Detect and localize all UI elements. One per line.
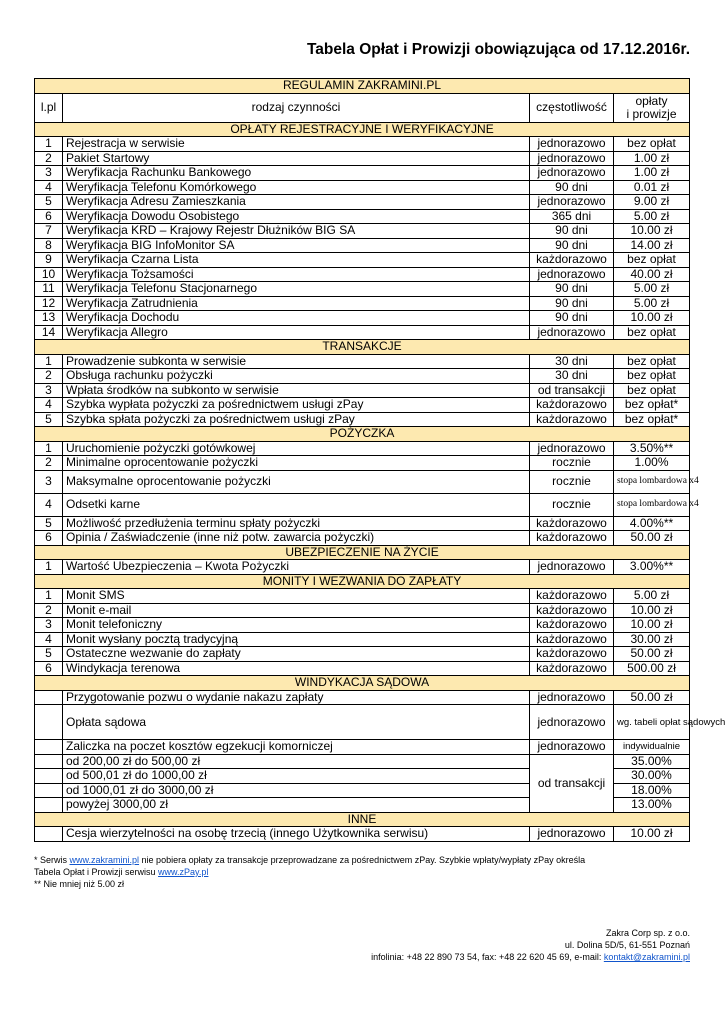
row-activity: Weryfikacja BIG InfoMonitor SA <box>63 238 530 253</box>
row-activity: Weryfikacja Adresu Zamieszkania <box>63 195 530 210</box>
row-fee: bez opłat* <box>614 412 690 427</box>
row-number <box>35 705 63 740</box>
row-activity: Wpłata środków na subkonto w serwisie <box>63 383 530 398</box>
row-fee: 30.00% <box>614 769 690 784</box>
row-fee: 10.00 zł <box>614 224 690 239</box>
footnote-2: ** Nie mniej niż 5.00 zł <box>34 879 125 889</box>
row-frequency: każdorazowo <box>530 398 614 413</box>
row-activity: Monit SMS <box>63 589 530 604</box>
row-number: 2 <box>35 369 63 384</box>
row-fee: 30.00 zł <box>614 632 690 647</box>
row-number: 4 <box>35 180 63 195</box>
row-number: 5 <box>35 647 63 662</box>
table-row <box>35 180 690 195</box>
row-frequency: jednorazowo <box>530 137 614 152</box>
row-frequency: jednorazowo <box>530 441 614 456</box>
row-activity: Weryfikacja Dowodu Osobistego <box>63 209 530 224</box>
company-name: Zakra Corp sp. z o.o. <box>605 928 690 938</box>
table-row <box>35 166 690 181</box>
row-frequency: jednorazowo <box>530 267 614 282</box>
row-activity: od 500,01 zł do 1000,00 zł <box>63 769 530 784</box>
row-fee: 10.00 zł <box>614 618 690 633</box>
table-row <box>35 398 690 413</box>
row-number <box>35 740 63 755</box>
row-frequency: 90 dni <box>530 282 614 297</box>
row-activity: Odsetki karne <box>63 493 530 516</box>
row-number: 13 <box>35 311 63 326</box>
row-activity: Uruchomienie pożyczki gotówkowej <box>63 441 530 456</box>
section-title-reminders: MONITY I WEZWANIA DO ZAPŁATY <box>35 574 690 589</box>
row-fee: bez opłat <box>614 137 690 152</box>
table-row <box>35 238 690 253</box>
row-frequency: rocznie <box>530 456 614 471</box>
row-activity: Cesja wierzytelności na osobę trzecią (innego Użytkownika serwisu) <box>63 827 530 842</box>
row-activity: Minimalne oprocentowanie pożyczki <box>63 456 530 471</box>
table-row <box>35 209 690 224</box>
row-number: 3 <box>35 166 63 181</box>
row-activity: Weryfikacja Dochodu <box>63 311 530 326</box>
table-row <box>35 754 690 769</box>
column-header-fees-line2: i prowizje <box>626 106 677 121</box>
row-activity: Obsługa rachunku pożyczki <box>63 369 530 384</box>
table-row <box>35 456 690 471</box>
row-frequency: jednorazowo <box>530 151 614 166</box>
row-fee: bez opłat <box>614 369 690 384</box>
row-frequency: 30 dni <box>530 369 614 384</box>
row-number: 4 <box>35 398 63 413</box>
row-activity: Weryfikacja Zatrudnienia <box>63 296 530 311</box>
row-fee: stopa lombardowa x4 <box>614 493 690 516</box>
table-row <box>35 603 690 618</box>
row-number: 3 <box>35 383 63 398</box>
row-number <box>35 769 63 784</box>
row-frequency: jednorazowo <box>530 740 614 755</box>
table-row <box>35 137 690 152</box>
row-fee: 1.00 zł <box>614 166 690 181</box>
row-number: 10 <box>35 267 63 282</box>
row-activity: Maksymalne oprocentowanie pożyczki <box>63 470 530 493</box>
footnote-1-cont: Tabela Opłat i Prowizji serwisu www.zPay.pl <box>34 867 209 877</box>
row-fee: 5.00 zł <box>614 296 690 311</box>
row-activity: Weryfikacja Czarna Lista <box>63 253 530 268</box>
row-fee: 0.01 zł <box>614 180 690 195</box>
row-number: 3 <box>35 470 63 493</box>
row-fee: bez opłat <box>614 325 690 340</box>
row-frequency: jednorazowo <box>530 195 614 210</box>
company-contact: infolinia: +48 22 890 73 54, fax: +48 22 620 45 69, e-mail: kontakt@zakramini.pl <box>371 952 690 962</box>
row-number: 1 <box>35 354 63 369</box>
table-row <box>35 618 690 633</box>
row-frequency: każdorazowo <box>530 661 614 676</box>
row-activity: Możliwość przedłużenia terminu spłaty pożyczki <box>63 516 530 531</box>
row-number <box>35 783 63 798</box>
row-frequency: jednorazowo <box>530 325 614 340</box>
row-activity: Prowadzenie subkonta w serwisie <box>63 354 530 369</box>
row-activity: Weryfikacja KRD – Krajowy Rejestr Dłużników BIG SA <box>63 224 530 239</box>
footnotes <box>34 854 694 890</box>
row-number: 5 <box>35 195 63 210</box>
row-number: 8 <box>35 238 63 253</box>
row-fee: 50.00 zł <box>614 647 690 662</box>
row-activity: Weryfikacja Telefonu Stacjonarnego <box>63 282 530 297</box>
row-frequency: 90 dni <box>530 311 614 326</box>
row-number: 7 <box>35 224 63 239</box>
row-fee: 500.00 zł <box>614 661 690 676</box>
row-number <box>35 798 63 813</box>
row-activity: Szybka spłata pożyczki za pośrednictwem usługi zPay <box>63 412 530 427</box>
section-title-insurance: UBEZPIECZENIE NA ŻYCIE <box>35 545 690 560</box>
table-row <box>35 325 690 340</box>
row-number: 1 <box>35 589 63 604</box>
row-fee: bez opłat <box>614 383 690 398</box>
row-frequency: 90 dni <box>530 180 614 195</box>
row-fee: 18.00% <box>614 783 690 798</box>
row-frequency: jednorazowo <box>530 705 614 740</box>
row-frequency: każdorazowo <box>530 253 614 268</box>
table-row <box>35 412 690 427</box>
row-frequency: każdorazowo <box>530 589 614 604</box>
column-header-fees <box>614 93 690 122</box>
row-frequency: każdorazowo <box>530 516 614 531</box>
row-number: 6 <box>35 531 63 546</box>
row-activity: Weryfikacja Tożsamości <box>63 267 530 282</box>
row-fee: bez opłat* <box>614 398 690 413</box>
row-activity: Weryfikacja Rachunku Bankowego <box>63 166 530 181</box>
section-title-loan: POŻYCZKA <box>35 427 690 442</box>
table-row <box>35 354 690 369</box>
row-frequency: 365 dni <box>530 209 614 224</box>
row-number: 2 <box>35 151 63 166</box>
row-number: 11 <box>35 282 63 297</box>
row-fee: 35.00% <box>614 754 690 769</box>
row-number: 2 <box>35 603 63 618</box>
row-activity: Monit e-mail <box>63 603 530 618</box>
row-fee: 3.50%** <box>614 441 690 456</box>
email-link[interactable]: kontakt@zakramini.pl <box>603 952 690 962</box>
table-row <box>35 383 690 398</box>
row-fee: 40.00 zł <box>614 267 690 282</box>
table-row <box>35 369 690 384</box>
row-number: 1 <box>35 441 63 456</box>
footnote-1: * Serwis www.zakramini.pl nie pobiera opłaty za transakcje przeprowadzane za pośrednictwem zPay. Szybkie wpłaty/wypłaty zPay określa <box>34 855 586 865</box>
row-fee: 50.00 zł <box>614 531 690 546</box>
row-frequency: jednorazowo <box>530 166 614 181</box>
row-frequency: każdorazowo <box>530 632 614 647</box>
table-row <box>35 560 690 575</box>
row-fee: 10.00 zł <box>614 603 690 618</box>
row-fee: 10.00 zł <box>614 311 690 326</box>
row-number: 4 <box>35 493 63 516</box>
row-activity: od 1000,01 zł do 3000,00 zł <box>63 783 530 798</box>
row-fee: bez opłat <box>614 253 690 268</box>
row-frequency: jednorazowo <box>530 690 614 705</box>
section-title-other: INNE <box>35 812 690 827</box>
row-activity: Opinia / Zaświadczenie (inne niż potw. zawarcia pożyczki) <box>63 531 530 546</box>
column-header-fees-line1: opłaty <box>635 93 668 108</box>
row-activity: Ostateczne wezwanie do zapłaty <box>63 647 530 662</box>
row-activity: Rejestracja w serwisie <box>63 137 530 152</box>
row-activity: Monit wysłany pocztą tradycyjną <box>63 632 530 647</box>
column-header-lp: l.pl <box>35 93 63 122</box>
row-fee: bez opłat <box>614 354 690 369</box>
row-number: 1 <box>35 560 63 575</box>
table-row <box>35 311 690 326</box>
table-row <box>35 740 690 755</box>
row-fee: 5.00 zł <box>614 209 690 224</box>
row-fee: 5.00 zł <box>614 589 690 604</box>
row-fee: 9.00 zł <box>614 195 690 210</box>
row-activity: Wartość Ubezpieczenia – Kwota Pożyczki <box>63 560 530 575</box>
row-number: 6 <box>35 661 63 676</box>
row-frequency: od transakcji <box>530 383 614 398</box>
table-row <box>35 151 690 166</box>
row-fee: 10.00 zł <box>614 827 690 842</box>
row-frequency: każdorazowo <box>530 647 614 662</box>
row-activity: Pakiet Startowy <box>63 151 530 166</box>
row-frequency: 90 dni <box>530 238 614 253</box>
row-frequency: 90 dni <box>530 224 614 239</box>
row-fee: 5.00 zł <box>614 282 690 297</box>
row-number <box>35 827 63 842</box>
table-row <box>35 661 690 676</box>
row-frequency: od transakcji <box>530 754 614 812</box>
row-frequency: każdorazowo <box>530 412 614 427</box>
company-street: ul. Dolina 5D/5, 61-551 Poznań <box>564 940 690 950</box>
row-number: 5 <box>35 516 63 531</box>
table-row <box>35 827 690 842</box>
fees-table <box>34 78 725 842</box>
row-number: 3 <box>35 618 63 633</box>
table-row <box>35 441 690 456</box>
column-header-activity: rodzaj czynności <box>63 93 530 122</box>
table-row <box>35 493 690 516</box>
table-row <box>35 647 690 662</box>
row-frequency: jednorazowo <box>530 827 614 842</box>
row-number <box>35 690 63 705</box>
row-frequency: każdorazowo <box>530 531 614 546</box>
row-fee: 3.00%** <box>614 560 690 575</box>
row-number: 2 <box>35 456 63 471</box>
row-frequency: 30 dni <box>530 354 614 369</box>
row-fee: stopa lombardowa x4 <box>614 470 690 493</box>
table-row <box>35 195 690 210</box>
row-number: 6 <box>35 209 63 224</box>
table-row <box>35 690 690 705</box>
row-fee: 13.00% <box>614 798 690 813</box>
row-activity: Weryfikacja Allegro <box>63 325 530 340</box>
section-title-court: WINDYKACJA SĄDOWA <box>35 676 690 691</box>
zpay-link[interactable]: www.zPay.pl <box>158 867 209 877</box>
row-frequency: 90 dni <box>530 296 614 311</box>
row-activity: Windykacja terenowa <box>63 661 530 676</box>
table-row <box>35 705 690 740</box>
table-row <box>35 224 690 239</box>
row-frequency: każdorazowo <box>530 603 614 618</box>
section-title-transactions: TRANSAKCJE <box>35 340 690 355</box>
row-fee: 4.00%** <box>614 516 690 531</box>
row-fee: 1.00% <box>614 456 690 471</box>
row-frequency: rocznie <box>530 470 614 493</box>
row-activity: Przygotowanie pozwu o wydanie nakazu zapłaty <box>63 690 530 705</box>
zakramini-link[interactable]: www.zakramini.pl <box>69 855 140 865</box>
row-fee: indywidualnie <box>614 740 690 755</box>
row-fee: wg. tabeli opłat sądowych <box>614 705 690 740</box>
row-fee: 14.00 zł <box>614 238 690 253</box>
row-activity: Opłata sądowa <box>63 705 530 740</box>
row-activity: Zaliczka na poczet kosztów egzekucji komorniczej <box>63 740 530 755</box>
row-activity: Monit telefoniczny <box>63 618 530 633</box>
row-activity: Szybka wypłata pożyczki za pośrednictwem usługi zPay <box>63 398 530 413</box>
table-row <box>35 531 690 546</box>
row-activity: od 200,00 zł do 500,00 zł <box>63 754 530 769</box>
table-row <box>35 296 690 311</box>
row-frequency: każdorazowo <box>530 618 614 633</box>
table-row <box>35 282 690 297</box>
row-activity: powyżej 3000,00 zł <box>63 798 530 813</box>
table-row <box>35 267 690 282</box>
row-activity: Weryfikacja Telefonu Komórkowego <box>63 180 530 195</box>
table-row <box>35 253 690 268</box>
table-row <box>35 632 690 647</box>
row-frequency: jednorazowo <box>530 560 614 575</box>
table-row <box>35 470 690 493</box>
table-header-title: REGULAMIN ZAKRAMINI.PL <box>35 79 690 94</box>
row-number: 5 <box>35 412 63 427</box>
row-number: 1 <box>35 137 63 152</box>
row-number <box>35 754 63 769</box>
row-frequency: rocznie <box>530 493 614 516</box>
section-title-registration: OPŁATY REJESTRACYJNE I WERYFIKACYJNE <box>35 122 690 137</box>
table-row <box>35 589 690 604</box>
row-number: 4 <box>35 632 63 647</box>
company-address <box>371 927 690 963</box>
column-header-frequency: częstotliwość <box>530 93 614 122</box>
row-number: 14 <box>35 325 63 340</box>
row-number: 9 <box>35 253 63 268</box>
row-fee: 50.00 zł <box>614 690 690 705</box>
document-title: Tabela Opłat i Prowizji obowiązująca od 17.12.2016r. <box>306 41 690 58</box>
row-number: 12 <box>35 296 63 311</box>
table-row <box>35 516 690 531</box>
row-fee: 1.00 zł <box>614 151 690 166</box>
